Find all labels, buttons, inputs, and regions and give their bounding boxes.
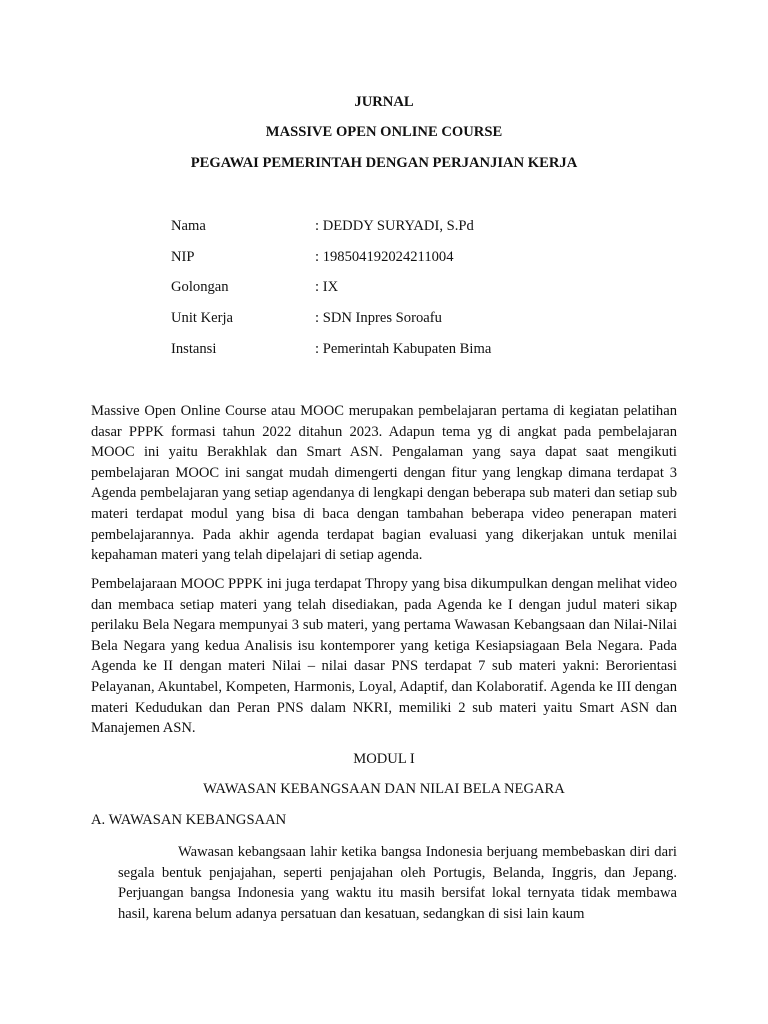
- identity-label: Instansi: [171, 341, 217, 357]
- identity-row-golongan: [171, 277, 691, 297]
- identity-value: : IX: [315, 279, 339, 295]
- identity-value: : 198504192024211004: [315, 249, 454, 265]
- identity-label: NIP: [171, 249, 195, 265]
- identity-row-instansi: [171, 339, 691, 359]
- section-paragraph: Wawasan kebangsaan lahir ketika bangsa Indonesia berjuang membebaskan diri dari segala bentuk penjajahan, seperti penjajahan oleh Portugis, Belanda, Inggris, dan Jepang. Perjuangan bangsa Indonesia yang waktu itu masih bersifat lokal ternyata tidak membawa hasil, karena belum adanya persatuan dan kesatuan, sedangkan di sisi lain kaum: [118, 844, 677, 922]
- module-title: MODUL I: [353, 751, 415, 767]
- module-subtitle: WAWASAN KEBANGSAAN DAN NILAI BELA NEGARA: [203, 781, 565, 797]
- identity-label: Unit Kerja: [171, 310, 234, 326]
- identity-value: : SDN Inpres Soroafu: [315, 310, 442, 326]
- identity-row-unit-kerja: [171, 308, 691, 328]
- document-title: JURNAL: [354, 94, 414, 110]
- identity-value: : Pemerintah Kabupaten Bima: [315, 341, 492, 357]
- body-paragraph: Massive Open Online Course atau MOOC merupakan pembelajaran pertama di kegiatan pelatihan dasar PPPK formasi tahun 2022 ditahun 2023. Adapun tema yg di angkat pada pembelajaran MOOC ini yaitu Berakhlak dan Smart ASN. Pengalaman yang saya dapat saat mengikuti pembelajaran MOOC ini sangat mudah dimengerti dengan fitur yang lengkap dimana terdapat 3 Agenda pembelajaran yang setiap agendanya di lengkapi dengan beberapa sub materi dan setiap sub materi terdapat modul yang bisa di baca dengan tambahan beberapa video penerapan materi pembelajarannya. Pada akhir agenda terdapat bagian evaluasi yang dikerjakan untuk menilai kepahaman materi yang telah dipelajari di setiap agenda.: [91, 403, 677, 564]
- identity-label: Golongan: [171, 279, 229, 295]
- identity-label: Nama: [171, 218, 206, 234]
- identity-row-nip: [171, 247, 691, 267]
- document-subtitle: MASSIVE OPEN ONLINE COURSE: [265, 124, 503, 140]
- identity-row-name: [171, 216, 691, 236]
- section-heading: A. WAWASAN KEBANGSAAN: [91, 812, 287, 828]
- identity-value: : DEDDY SURYADI, S.Pd: [315, 218, 474, 234]
- body-paragraph: Pembelajaraan MOOC PPPK ini juga terdapat Thropy yang bisa dikumpulkan dengan melihat video dan membaca setiap materi yang telah disediakan, pada Agenda ke I dengan judul materi sikap perilaku Bela Negara mempunyai 3 sub materi, yang pertama Wawasan Kebangsaan dan Nilai-Nilai Bela Negara yang kedua Analisis isu kontemporer yang ketiga Kesiapsiagaan Bela Negara. Pada Agenda ke II dengan materi Nilai – nilai dasar PNS terdapat 7 sub materi yakni: Berorientasi Pelayanan, Akuntabel, Kompeten, Harmonis, Loyal, Adaptif, dan Kolaboratif. Agenda ke III dengan materi Kedudukan dan Peran PNS dalam NKRI, memiliki 2 sub materi yaitu Smart ASN dan Manajemen ASN.: [91, 576, 677, 737]
- document-subtitle-2: PEGAWAI PEMERINTAH DENGAN PERJANJIAN KERJA: [190, 155, 578, 171]
